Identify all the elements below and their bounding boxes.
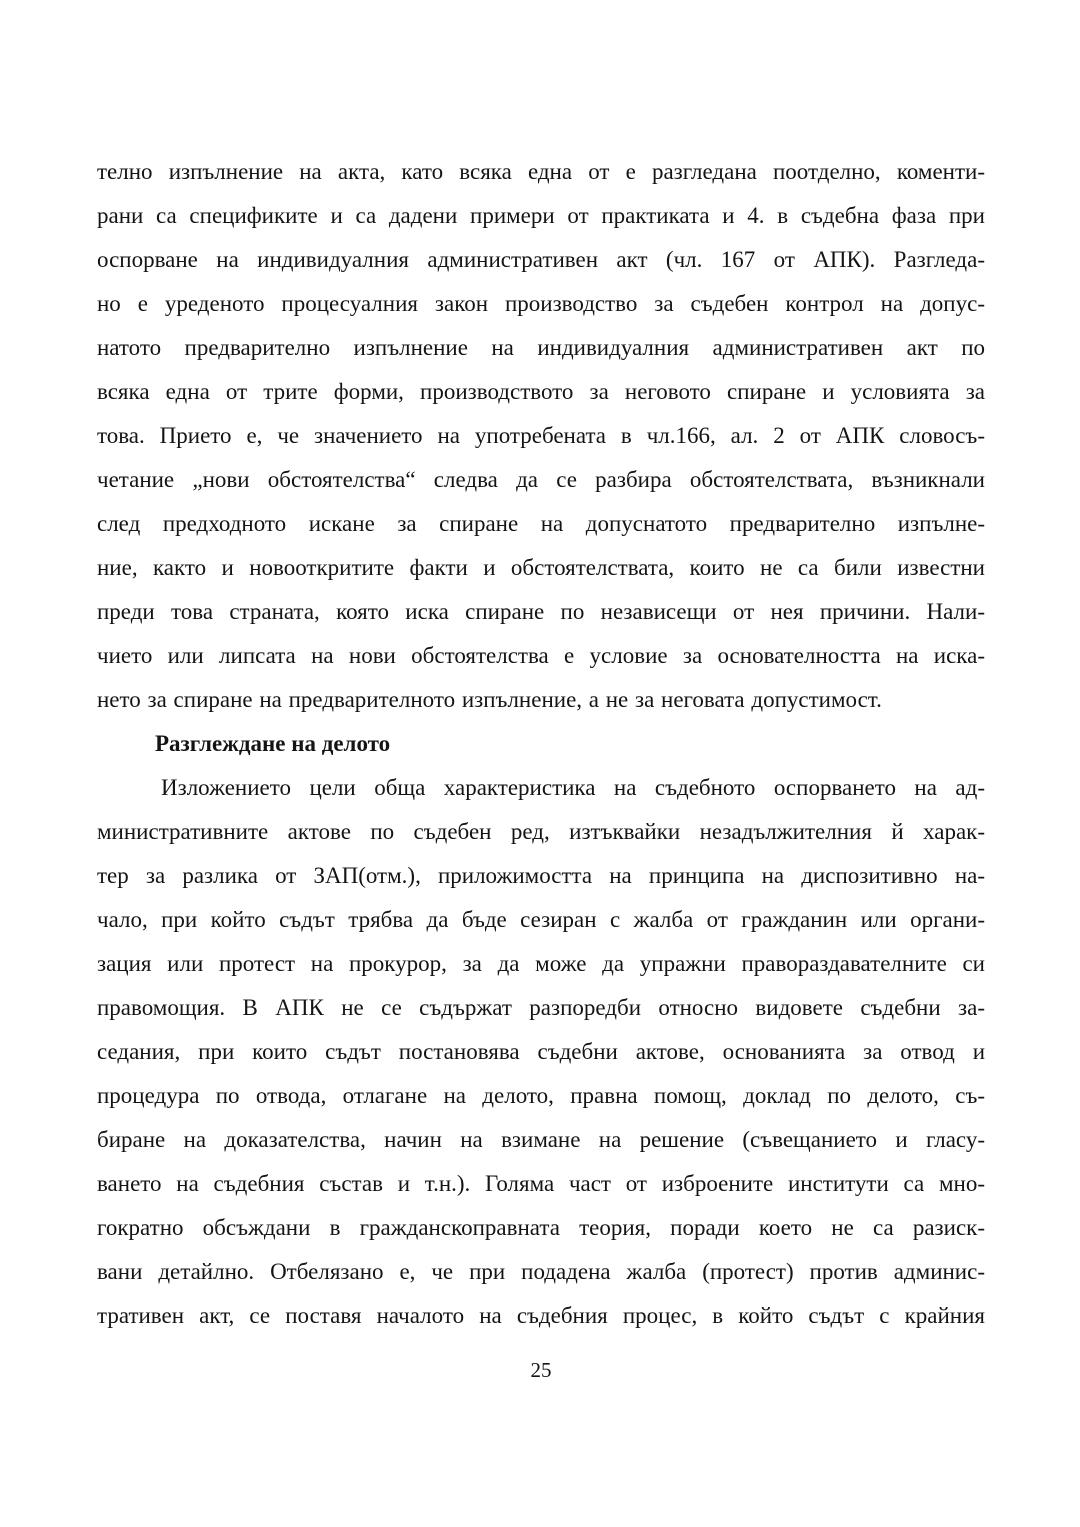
page-number: 25 bbox=[530, 1358, 552, 1382]
text-line: рани са спецификите и са дадени примери от практиката и 4. в съдебна фаза при bbox=[97, 203, 985, 228]
text-line: процедура по отвода, отлагане на делото, правна помощ, доклад по делото, съ- bbox=[97, 1083, 985, 1108]
text-line: биране на доказателства, начин на взимане на решение (съвещанието и гласу- bbox=[97, 1127, 985, 1152]
text-line: правомощия. В АПК не се съдържат разпоредби относно видовете съдебни за- bbox=[97, 995, 985, 1020]
text-line: телно изпълнение на акта, като всяка една от е разгледана поотделно, коменти- bbox=[97, 159, 985, 184]
paragraph-continuation bbox=[97, 150, 985, 722]
text-line: седания, при които съдът постановява съдебни актове, основанията за отвод и bbox=[97, 1039, 985, 1064]
text-line: гократно обсъждани в гражданскоправната теория, поради което не са разиск- bbox=[97, 1215, 985, 1240]
paragraph-body bbox=[97, 766, 985, 1338]
text-line: оспорване на индивидуалния административен акт (чл. 167 от АПК). Разгледа- bbox=[97, 247, 985, 272]
text-line: ването на съдебния състав и т.н.). Голяма част от изброените институти са мно- bbox=[97, 1171, 985, 1196]
text-line: вани детайлно. Отбелязано е, че при подадена жалба (протест) против админис- bbox=[97, 1259, 985, 1284]
text-line: чието или липсата на нови обстоятелства е условие за основателността на иска- bbox=[97, 643, 985, 668]
text-line: тер за разлика от ЗАП(отм.), приложимостта на принципа на диспозитивно на- bbox=[97, 863, 985, 888]
text-line: чало, при който съдът трябва да бъде сезиран с жалба от гражданин или органи- bbox=[97, 907, 985, 932]
section-heading: Разглеждане на делото bbox=[155, 731, 391, 756]
text-line: но е уреденото процесуалния закон производство за съдебен контрол на допус- bbox=[97, 291, 985, 316]
text-line: тративен акт, се поставя началото на съдебния процес, в който съдът с крайния bbox=[97, 1303, 985, 1328]
text-line: ние, както и новооткритите факти и обстоятелствата, които не са били известни bbox=[97, 555, 985, 580]
text-line: натото предварително изпълнение на индивидуалния административен акт по bbox=[97, 335, 985, 360]
text-line: четание „нови обстоятелства“ следва да се разбира обстоятелствата, възникнали bbox=[97, 467, 985, 492]
text-line: след предходното искане за спиране на допуснатото предварително изпълне- bbox=[97, 511, 985, 536]
text-line: преди това страната, която иска спиране по независещи от нея причини. Нали- bbox=[97, 599, 985, 624]
text-line: министративните актове по съдебен ред, изтъквайки незадължителния й харак- bbox=[97, 819, 985, 844]
text-line: всяка една от трите форми, производството за неговото спиране и условията за bbox=[97, 379, 985, 404]
text-line: зация или протест на прокурор, за да може да упражни правораздавателните си bbox=[97, 951, 985, 976]
text-line: нето за спиране на предварителното изпълнение, а не за неговата допустимост. bbox=[97, 687, 882, 712]
body-text bbox=[97, 150, 985, 1338]
text-line: това. Прието е, че значението на употребената в чл.166, ал. 2 от АПК словосъ- bbox=[97, 423, 985, 448]
text-line: Изложението цели обща характеристика на съдебното оспорването на ад- bbox=[161, 775, 985, 800]
